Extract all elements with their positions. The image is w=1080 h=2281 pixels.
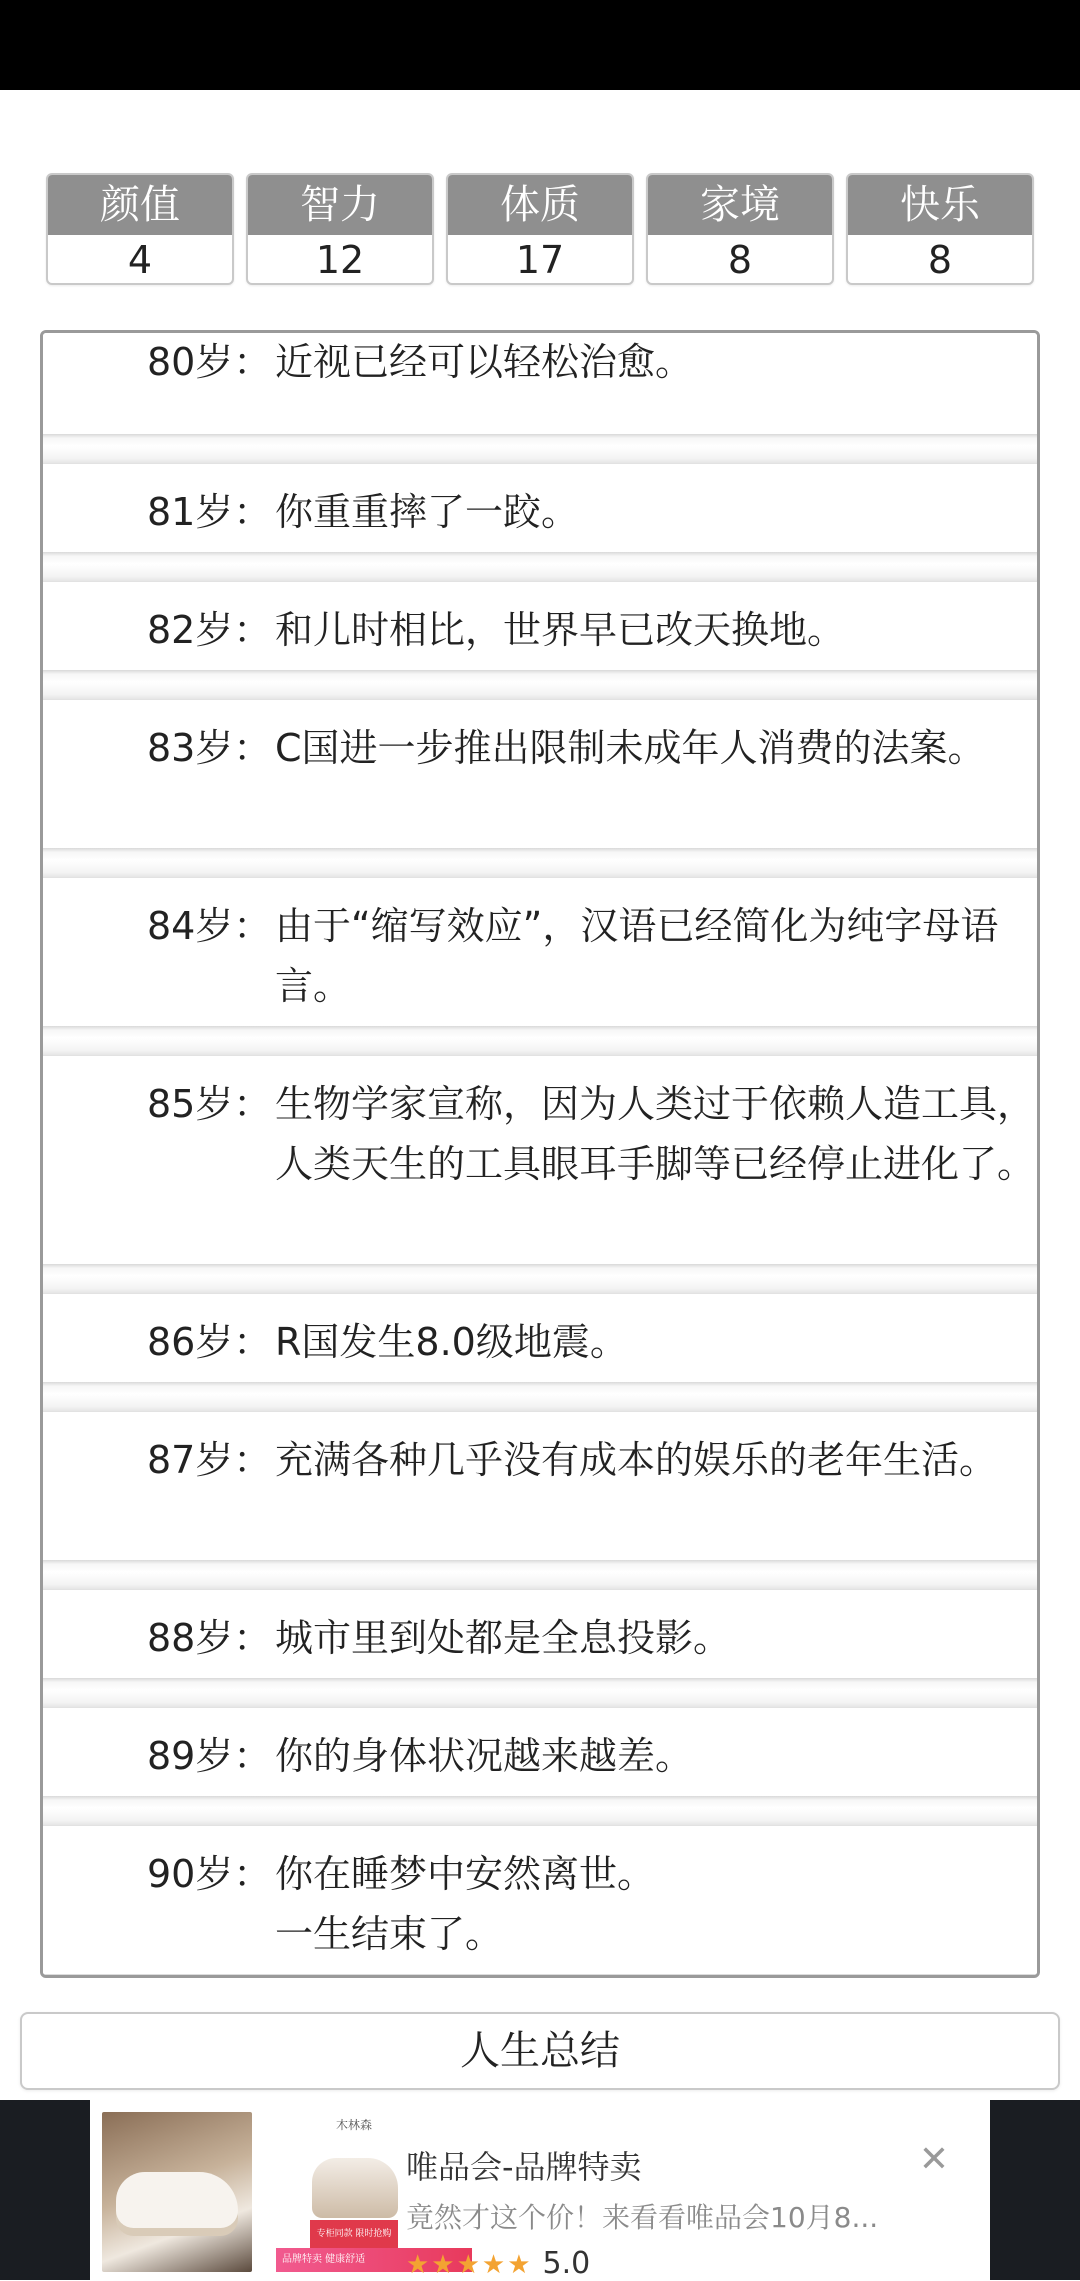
stat-family — [646, 173, 834, 285]
log-entry — [43, 699, 1037, 848]
log-entry — [43, 1411, 1037, 1560]
life-summary-button[interactable]: 人生总结 — [20, 2012, 1060, 2090]
log-entry — [43, 463, 1037, 552]
stat-constitution — [446, 173, 634, 285]
shoe-image — [312, 2158, 398, 2218]
ad-product-image[interactable] — [102, 2112, 252, 2272]
log-text: 你的身体状况越来越差。 — [275, 1734, 694, 1778]
log-age: 88岁： — [147, 1616, 272, 1660]
stat-label: 颜值 — [48, 175, 232, 235]
log-entry — [43, 1055, 1037, 1264]
log-text: 充满各种几乎没有成本的娱乐的老年生活。 — [275, 1438, 998, 1482]
log-age: 81岁： — [147, 490, 272, 534]
ad-banner[interactable] — [90, 2100, 990, 2280]
log-text-line: 一生结束了。 — [275, 1912, 504, 1956]
stats-panel — [46, 173, 1034, 285]
close-icon[interactable]: ✕ — [918, 2139, 950, 2180]
stat-value: 12 — [315, 238, 365, 282]
stat-label: 快乐 — [848, 175, 1032, 235]
log-age: 83岁： — [147, 726, 272, 770]
log-text — [275, 1844, 1035, 1964]
log-text: 城市里到处都是全息投影。 — [275, 1616, 732, 1660]
log-age: 90岁： — [147, 1852, 272, 1896]
log-text: 你重重摔了一跤。 — [275, 490, 580, 534]
stat-value: 8 — [727, 238, 753, 282]
stat-appearance — [46, 173, 234, 285]
log-text: 生物学家宣称，因为人类过于依赖人造工具，人类天生的工具眼耳手脚等已经停止进化了。 — [275, 1082, 1036, 1186]
shoe-image — [116, 2172, 238, 2228]
log-text: R国发生8.0级地震。 — [275, 1320, 628, 1364]
log-text: 由于“缩写效应”，汉语已经简化为纯字母语言。 — [275, 904, 999, 1008]
stat-label: 智力 — [248, 175, 432, 235]
log-age: 82岁： — [147, 608, 272, 652]
stat-value: 17 — [515, 238, 565, 282]
log-age: 86岁： — [147, 1320, 272, 1364]
stat-intelligence — [246, 173, 434, 285]
log-age: 89岁： — [147, 1734, 272, 1778]
log-age: 80岁： — [147, 340, 272, 384]
log-entry — [43, 1589, 1037, 1678]
log-text-line: 你在睡梦中安然离世。 — [275, 1852, 656, 1896]
star-icon: ★★★★★ — [406, 2250, 533, 2280]
stat-value: 8 — [927, 238, 953, 282]
ad-title[interactable]: 唯品会-品牌特卖 — [406, 2148, 642, 2186]
ad-rating-stars — [406, 2246, 590, 2281]
ad-rating-value: 5.0 — [542, 2246, 591, 2281]
log-entry — [43, 1707, 1037, 1796]
log-entry — [43, 1825, 1037, 1974]
stat-label: 体质 — [448, 175, 632, 235]
log-age: 85岁： — [147, 1082, 272, 1126]
ad-description[interactable]: 竟然才这个价！来看看唯品会10月8... — [406, 2201, 879, 2234]
life-log-panel[interactable] — [40, 330, 1040, 1978]
log-entry — [43, 877, 1037, 1026]
log-entry — [43, 330, 1037, 434]
log-text: 近视已经可以轻松治愈。 — [275, 340, 694, 384]
log-text: C国进一步推出限制未成年人消费的法案。 — [275, 726, 986, 770]
log-entry — [43, 1293, 1037, 1382]
stat-happiness — [846, 173, 1034, 285]
stat-label: 家境 — [648, 175, 832, 235]
stat-value: 4 — [127, 238, 153, 282]
log-age: 84岁： — [147, 904, 272, 948]
log-age: 87岁： — [147, 1438, 272, 1482]
ad-image-promo: 专柜同款 限时抢购 — [310, 2220, 398, 2248]
log-entry — [43, 581, 1037, 670]
ad-image-brand: 木林森 — [336, 2118, 373, 2132]
status-bar — [0, 0, 1080, 90]
log-text: 和儿时相比，世界早已改天换地。 — [275, 608, 846, 652]
ad-image-bar: 品牌特卖 健康舒适 — [276, 2248, 472, 2272]
